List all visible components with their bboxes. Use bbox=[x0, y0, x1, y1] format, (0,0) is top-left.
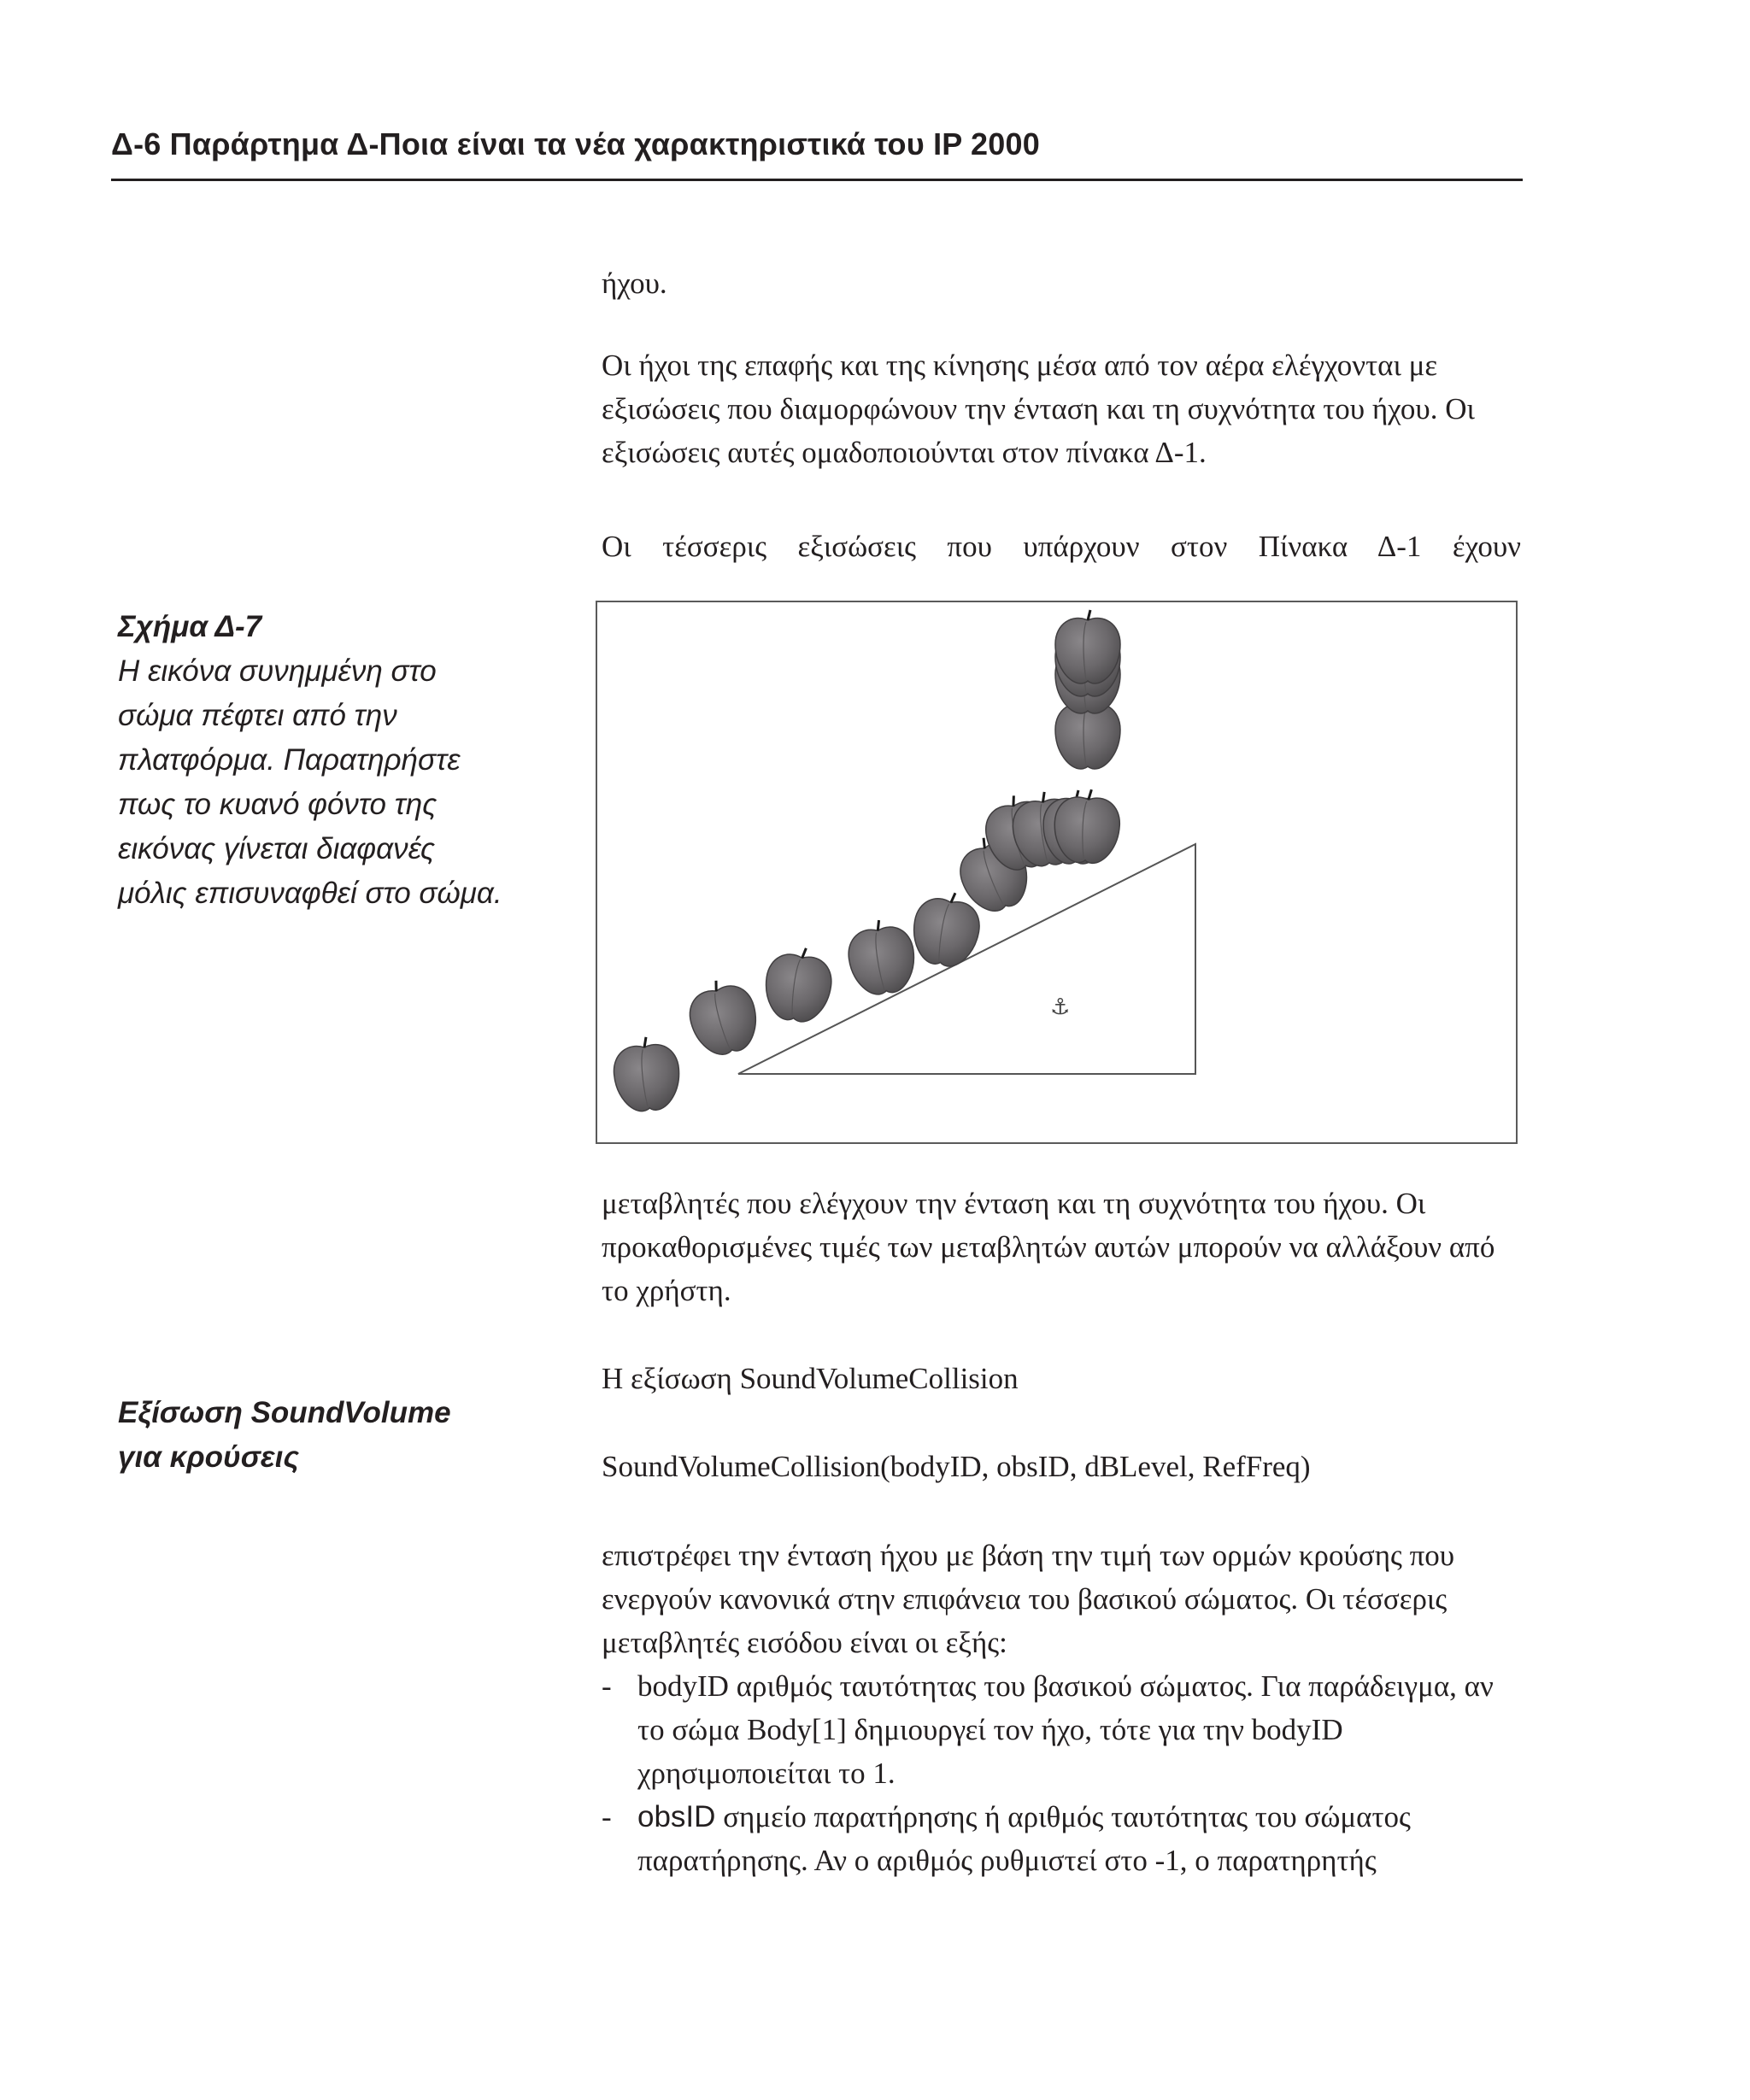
paragraph-four-equations: Οι τέσσερις εξισώσεις που υπάρχουν στον Πίνακα Δ-1 έχουν bbox=[602, 530, 1521, 563]
term-description: αριθμός ταυτότητας του βασικού σώματος. Για παράδειγμα, αν το σώμα Body[1] δημιουργεί τον ήχο, τότε για την bodyID χρησιμοποιείται το 1. bbox=[637, 1669, 1494, 1790]
term-bodyid: bodyID bbox=[637, 1669, 729, 1703]
paragraph-returns: επιστρέφει την ένταση ήχου με βάση την τιμή των ορμών κρούσης που ενεργούν κανονικά στην επιφάνεια του βασικού σώματος. Οι τέσσερις μεταβλητές εισόδου είναι οι εξής: bbox=[602, 1539, 1455, 1659]
running-header: Δ-6 Παράρτημα Δ-Ποια είναι τα νέα χαρακτηριστικά του IP 2000 bbox=[111, 126, 1040, 161]
figure-falling-apple bbox=[596, 601, 1518, 1144]
anchor-icon: ⚓ bbox=[1050, 994, 1071, 1020]
list-item-bodyid bbox=[602, 1664, 1521, 1795]
paragraph-variables: μεταβλητές που ελέγχουν την ένταση και τη συχνότητα του ήχου. Οι προκαθορισμένες τιμές των μεταβλητών αυτών μπορούν να αλλάξουν από το χρήστη. bbox=[602, 1187, 1495, 1307]
figure-caption: Η εικόνα συνημμένη στο σώμα πέφτει από την πλατφόρμα. Παρατηρήστε πως το κυανό φόντο της εικόνας γίνεται διαφανές μόλις επισυναφθεί στο σώμα. bbox=[118, 654, 502, 910]
figure-illustration bbox=[597, 602, 1516, 1142]
list-item-obsid bbox=[602, 1795, 1521, 1882]
section-heading: Εξίσωση SoundVolume για κρούσεις bbox=[118, 1396, 451, 1474]
list-dash: - bbox=[602, 1669, 612, 1703]
list-item-text bbox=[637, 1795, 1521, 1882]
figure-label: Σχήμα Δ-7 bbox=[118, 610, 262, 643]
paragraph-sound-equations: Οι ήχοι της επαφής και της κίνησης μέσα από τον αέρα ελέγχονται με εξισώσεις που διαμορφώνουν την ένταση και τη συχνότητα του ήχου. Οι εξισώσεις αυτές ομαδοποιούνται στον πίνακα Δ-1. bbox=[602, 349, 1475, 469]
list-item-text bbox=[637, 1664, 1521, 1795]
paragraph-continuation: ήχου. bbox=[602, 267, 667, 300]
apple-sprite bbox=[611, 610, 1121, 1113]
term-description: σημείο παρατήρησης ή αριθμός ταυτότητας του σώματος παρατήρησης. Αν ο αριθμός ρυθμιστεί στο -1, ο παρατηρητής bbox=[637, 1800, 1411, 1877]
figure-caption-block bbox=[118, 605, 511, 916]
list-dash: - bbox=[602, 1800, 612, 1833]
term-obsid: obsID bbox=[637, 1800, 716, 1833]
equation-signature: SoundVolumeCollision(bodyID, obsID, dBLevel, RefFreq) bbox=[602, 1450, 1311, 1483]
header-rule bbox=[111, 179, 1523, 181]
equation-title: Η εξίσωση SoundVolumeCollision bbox=[602, 1362, 1019, 1395]
